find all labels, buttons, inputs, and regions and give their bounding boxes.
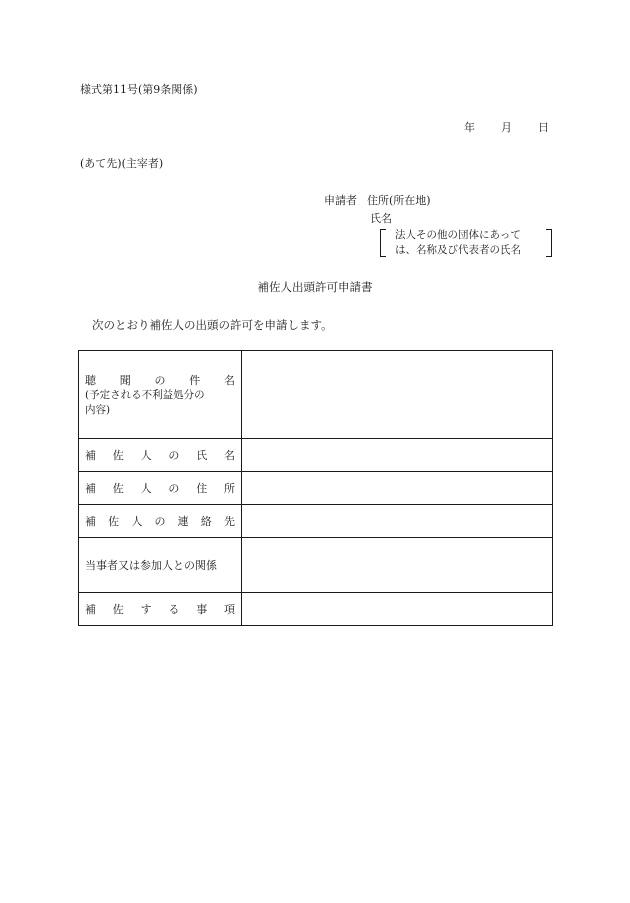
assistant-address-label: 補 佐 人 の 住 所 <box>79 472 242 505</box>
table-row <box>79 593 553 626</box>
applicant-block <box>324 192 431 228</box>
date-line <box>464 119 549 135</box>
table-row <box>79 505 553 538</box>
application-table <box>78 350 553 626</box>
date-year-label: 年 <box>464 121 475 134</box>
assistant-name-field[interactable] <box>242 439 553 472</box>
date-month-label: 月 <box>501 121 512 134</box>
table-row <box>79 439 553 472</box>
assist-matters-label: 補 佐 す る 事 項 <box>79 593 242 626</box>
table-row <box>79 351 553 439</box>
table-row <box>79 472 553 505</box>
bracket-right <box>546 229 552 257</box>
assist-matters-field[interactable] <box>242 593 553 626</box>
applicant-label: 申請者 <box>324 194 357 207</box>
applicant-note <box>380 228 552 258</box>
note-line-1: 法人その他の団体にあって <box>395 229 521 241</box>
form-number: 様式第11号(第9条関係) <box>80 83 198 96</box>
addressee: (あて先)(主宰者) <box>80 157 164 170</box>
document-title: 補佐人出頭許可申請書 <box>257 280 373 294</box>
assistant-address-field[interactable] <box>242 472 553 505</box>
assistant-name-label: 補 佐 人 の 氏 名 <box>79 439 242 472</box>
name-label: 氏名 <box>370 212 392 225</box>
assistant-contact-label: 補 佐 人 の 連 絡 先 <box>79 505 242 538</box>
hearing-subject-field[interactable] <box>242 351 553 439</box>
address-label: 住所(所在地) <box>367 194 431 207</box>
table-row <box>79 538 553 593</box>
hearing-subject-label: 聴 聞 の 件 名 (予定される不利益処分の 内容) <box>79 351 242 439</box>
bracket-left <box>380 229 386 257</box>
relationship-field[interactable] <box>242 538 553 593</box>
relationship-label: 当事者又は参加人との関係 <box>79 538 242 593</box>
intro-text: 次のとおり補佐人の出頭の許可を申請します。 <box>92 318 333 332</box>
hearing-subject-sub2: 内容) <box>85 403 111 416</box>
assistant-contact-field[interactable] <box>242 505 553 538</box>
hearing-subject-sub1: (予定される不利益処分の <box>85 388 205 401</box>
note-line-2: は、名称及び代表者の氏名 <box>395 244 521 256</box>
date-day-label: 日 <box>538 121 549 134</box>
